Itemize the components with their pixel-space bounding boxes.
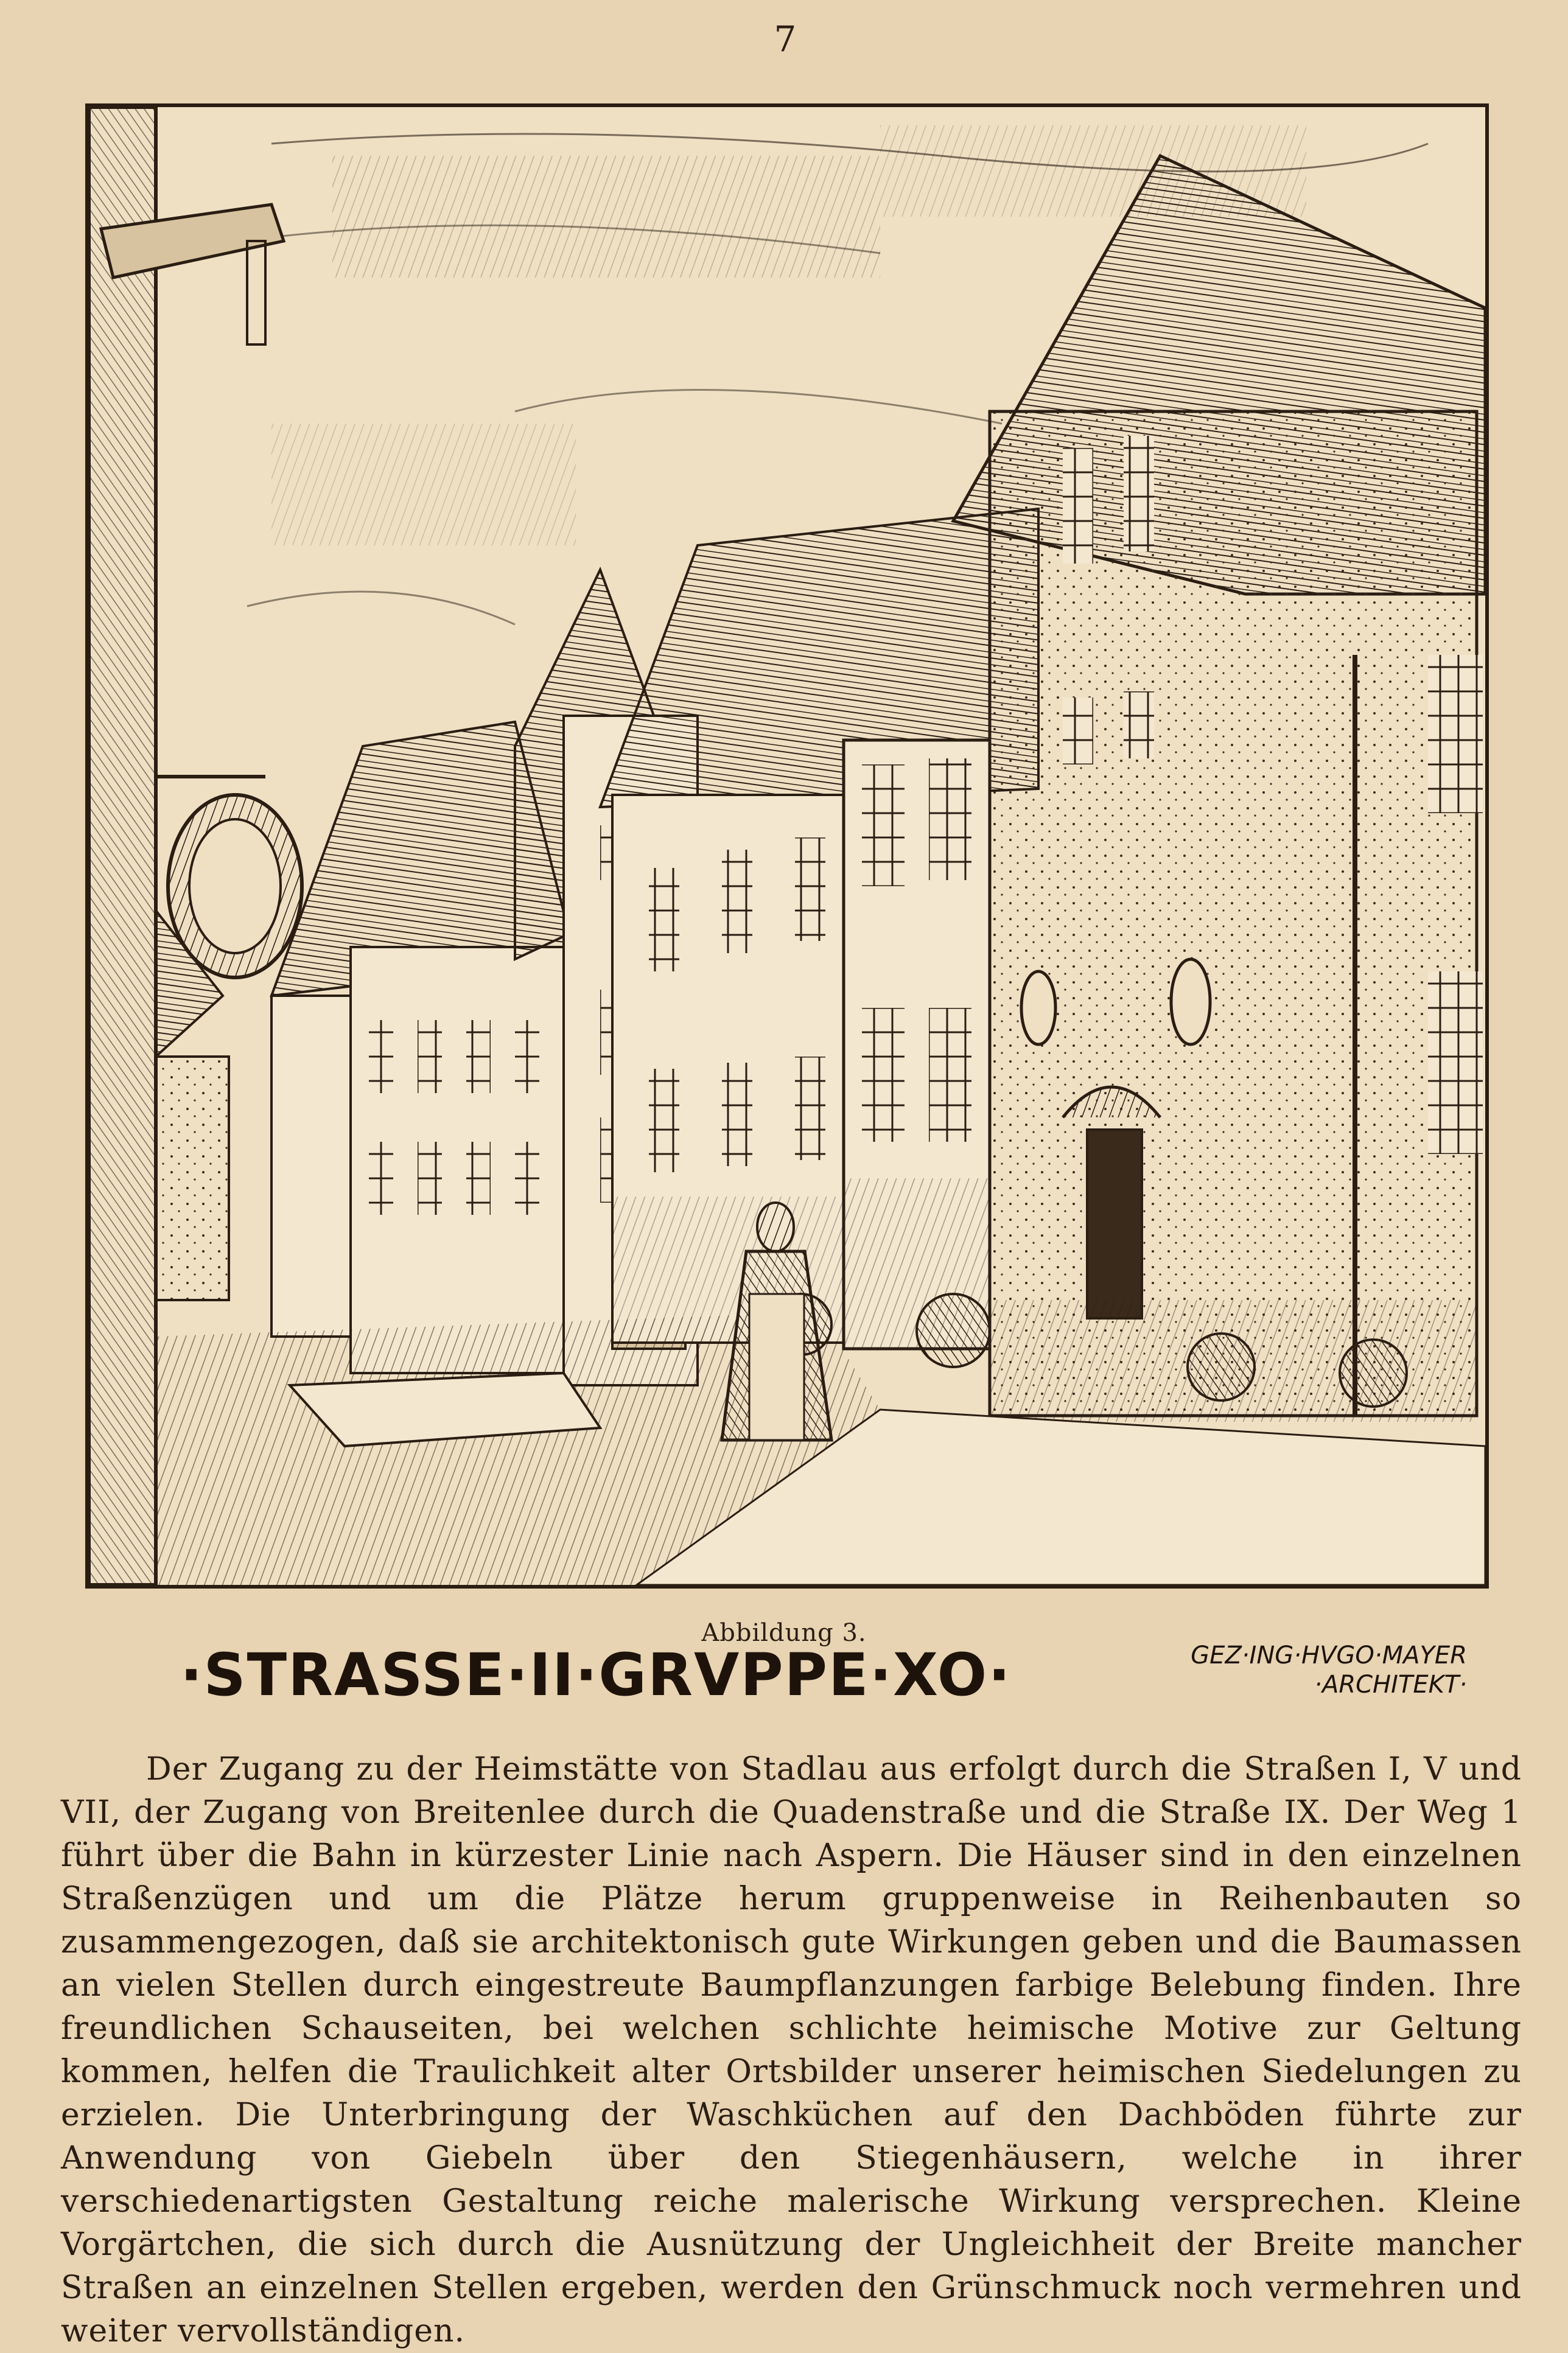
street-drawing [89, 107, 1485, 1585]
architect-signature [1191, 1641, 1467, 1699]
signature-line-2: ·ARCHITEKT· [1314, 1671, 1467, 1699]
page-number: 7 [774, 18, 797, 60]
right-house [953, 156, 1485, 1422]
body-paragraph: Der Zugang zu der Heimstätte von Stadlau aus erfolgt durch die Straßen I, V und VII, der Zugang von Breitenlee durch die Quadenstraße und die Straße IX. Der Weg 1 führt über die Bahn in kürzester Linie nach Aspern. Die Häuser sind in den einzelnen Straßenzügen und um die Plätze herum gruppenweise in Reihenbauten so zusammengezogen, daß sie architektonisch gute Wirkungen geben und die Baumassen an vielen Stellen durch eingestreute Baumpflanzungen farbige Belebung finden. Ihre freundlichen Schauseiten, bei welchen schlichte heimische Motive zur Geltung kommen, helfen die Traulichkeit alter Ortsbilder unserer heimischen Siedelungen zu erzielen. Die Unterbringung der Waschküchen auf den Dachböden führte zur Anwendung von Giebeln über den Stiegenhäusern, welche in ihrer verschiedenartigsten Gestaltung reiche malerische Wirkung versprechen. Kleine Vorgärtchen, die sich durch die Ausnützung der Ungleichheit der Breite mancher Straßen an einzelnen Stellen ergeben, werden den Grünschmuck noch vermehren und weiter vervollständigen. [61, 1751, 1522, 2349]
signature-line-1: GEZ·ING·HVGO·MAYER [1191, 1642, 1467, 1669]
figure-caption: Abbildung 3. [701, 1619, 867, 1647]
bay-window [844, 740, 990, 1349]
illustration-title: ·STRASSE·II·GRVPPE·XO· [180, 1641, 1012, 1709]
